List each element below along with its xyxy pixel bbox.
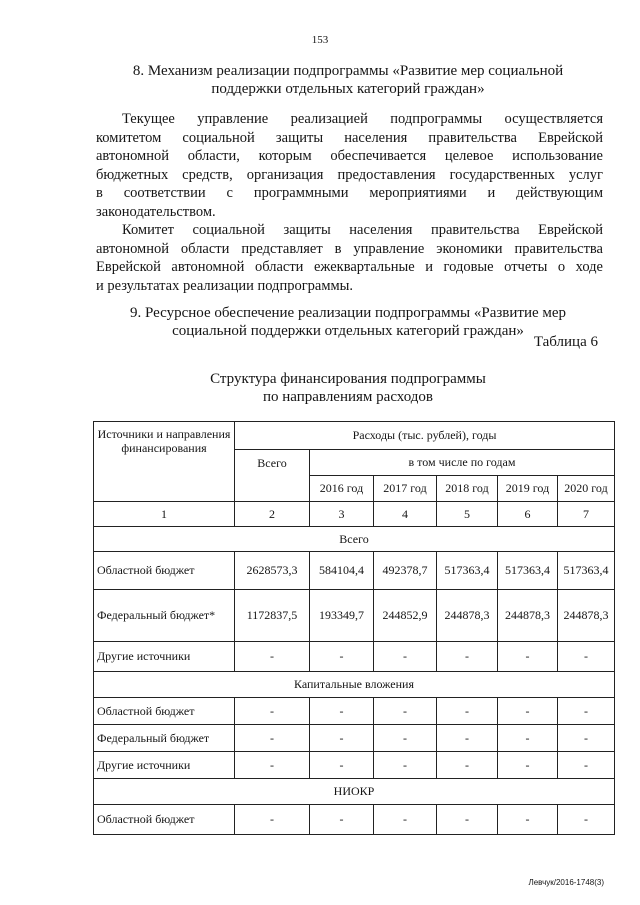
cell-value: - (374, 698, 437, 725)
cell-value: 244878,3 (437, 590, 498, 642)
row-label: Федеральный бюджет* (94, 590, 235, 642)
table-row (94, 552, 615, 590)
paragraph-line: комитетом социальной защиты населения правительства Еврейской (96, 129, 603, 146)
table-row (94, 590, 615, 642)
cell-value: - (235, 698, 310, 725)
paragraph-line: Еврейской автономной области ежеквартальные и годовые отчеты о ходе (96, 259, 603, 275)
table-row (94, 698, 615, 725)
cell-value: - (558, 805, 615, 835)
section-8-paragraph-2 (96, 221, 603, 295)
row-label: Другие источники (94, 642, 235, 672)
header-sources: Источники и направления финансирования (94, 422, 235, 502)
paragraph-line: в соответствии с программными мероприятиями и действующим (96, 185, 603, 201)
section-8-heading-line: поддержки отдельных категорий граждан» (211, 81, 485, 97)
column-number: 6 (498, 502, 558, 527)
column-number: 5 (437, 502, 498, 527)
paragraph-line: автономной области представляет в управление экономики правительства (96, 240, 603, 257)
cell-value: - (374, 642, 437, 672)
cell-value: - (235, 725, 310, 752)
header-year: 2017 год (374, 476, 437, 502)
row-label: Областной бюджет (94, 805, 235, 835)
row-label: Федеральный бюджет (94, 725, 235, 752)
cell-value: - (235, 752, 310, 779)
cell-value: 517363,4 (498, 552, 558, 590)
paragraph-line: и результатах реализации подпрограммы. (96, 277, 354, 294)
section-8-heading (92, 62, 604, 98)
table-caption: Таблица 6 (533, 334, 598, 350)
section-9-heading-line: социальной поддержки отдельных категорий граждан» (172, 323, 524, 339)
table-row (94, 805, 615, 835)
paragraph-line: бюджетных средств, организация предоставления государственных услуг (96, 166, 603, 183)
cell-value: - (558, 725, 615, 752)
cell-value: - (310, 805, 374, 835)
section-8-paragraph-1 (96, 110, 603, 221)
cell-value: - (235, 805, 310, 835)
header-by-years: в том числе по годам (310, 450, 615, 476)
cell-value: 584104,4 (310, 552, 374, 590)
cell-value: 244852,9 (374, 590, 437, 642)
cell-value: - (498, 725, 558, 752)
table-row (94, 752, 615, 779)
cell-value: - (437, 698, 498, 725)
cell-value: - (437, 725, 498, 752)
column-number: 4 (374, 502, 437, 527)
cell-value: - (374, 805, 437, 835)
column-number: 3 (310, 502, 374, 527)
cell-value: - (235, 642, 310, 672)
table-title (92, 370, 604, 406)
cell-value: - (374, 752, 437, 779)
cell-value: - (374, 725, 437, 752)
cell-value: - (498, 805, 558, 835)
cell-value: - (498, 698, 558, 725)
footer-code: Левчук/2016-1748(3) (528, 878, 604, 887)
section-title-rnd: НИОКР (94, 779, 615, 805)
row-label: Областной бюджет (94, 552, 235, 590)
cell-value: - (558, 698, 615, 725)
cell-value: 492378,7 (374, 552, 437, 590)
section-title-capital: Капитальные вложения (94, 672, 615, 698)
cell-value: 193349,7 (310, 590, 374, 642)
row-label: Областной бюджет (94, 698, 235, 725)
header-year: 2016 год (310, 476, 374, 502)
cell-value: - (437, 752, 498, 779)
column-number: 7 (558, 502, 615, 527)
cell-value: - (310, 642, 374, 672)
cell-value: - (310, 698, 374, 725)
cell-value: 1172837,5 (235, 590, 310, 642)
cell-value: 244878,3 (558, 590, 615, 642)
section-9-heading (92, 304, 604, 340)
table-title-line: по направлениям расходов (262, 389, 433, 405)
row-label: Другие источники (94, 752, 235, 779)
header-year: 2020 год (558, 476, 615, 502)
cell-value: - (498, 642, 558, 672)
cell-value: 517363,4 (437, 552, 498, 590)
cell-value: 244878,3 (498, 590, 558, 642)
cell-value: - (310, 725, 374, 752)
cell-value: - (558, 752, 615, 779)
header-total: Всего (235, 450, 310, 502)
section-9-heading-line: 9. Ресурсное обеспечение реализации подпрограммы «Развитие мер (129, 305, 567, 321)
cell-value: 517363,4 (558, 552, 615, 590)
cell-value: - (558, 642, 615, 672)
cell-value: - (437, 642, 498, 672)
column-number: 2 (235, 502, 310, 527)
table-row (94, 642, 615, 672)
cell-value: - (437, 805, 498, 835)
financing-table (93, 421, 615, 835)
column-number: 1 (94, 502, 235, 527)
table-title-line: Структура финансирования подпрограммы (210, 371, 486, 387)
header-expenses: Расходы (тыс. рублей), годы (235, 422, 615, 450)
cell-value: - (310, 752, 374, 779)
paragraph-line: Текущее управление реализацией подпрограммы осуществляется (122, 111, 603, 127)
header-year: 2019 год (498, 476, 558, 502)
section-8-heading-line: 8. Механизм реализации подпрограммы «Развитие мер социальной (132, 63, 564, 79)
paragraph-line: автономной области, которым обеспечивается целевое использование (96, 148, 603, 164)
table-row (94, 725, 615, 752)
cell-value: 2628573,3 (235, 552, 310, 590)
page-number: 153 (311, 34, 329, 46)
paragraph-line: Комитет социальной защиты населения правительства Еврейской (122, 222, 603, 238)
header-year: 2018 год (437, 476, 498, 502)
section-title-total: Всего (94, 527, 615, 552)
paragraph-line: законодательством. (96, 203, 216, 220)
cell-value: - (498, 752, 558, 779)
